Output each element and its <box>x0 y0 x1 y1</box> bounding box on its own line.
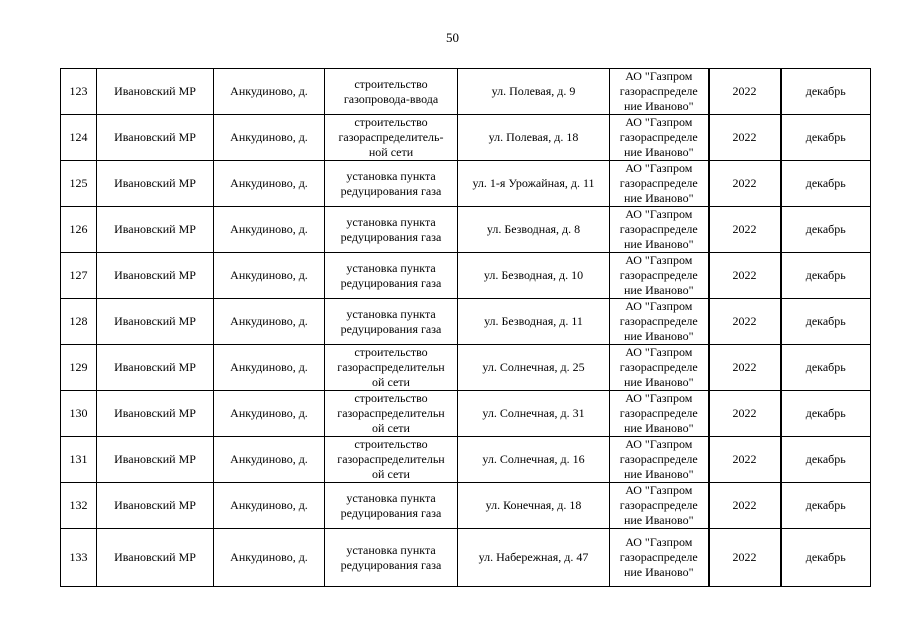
work-type-cell: установка пункта редуцирования газа <box>325 253 458 299</box>
district-cell: Ивановский МР <box>97 437 214 483</box>
year-cell: 2022 <box>709 345 781 391</box>
locality-cell: Анкудиново, д. <box>214 69 325 115</box>
district-cell: Ивановский МР <box>97 299 214 345</box>
table-row <box>61 437 871 483</box>
locality-cell: Анкудиново, д. <box>214 437 325 483</box>
month-cell: декабрь <box>781 391 871 437</box>
row-number-cell: 128 <box>61 299 97 345</box>
month-cell: декабрь <box>781 253 871 299</box>
table-row <box>61 299 871 345</box>
month-cell: декабрь <box>781 529 871 587</box>
organization-cell: АО "Газпром газораспределе ние Иваново" <box>610 299 709 345</box>
work-type-cell: строительство газораспределительн ой сети <box>325 391 458 437</box>
year-cell: 2022 <box>709 161 781 207</box>
year-cell: 2022 <box>709 69 781 115</box>
organization-cell: АО "Газпром газораспределе ние Иваново" <box>610 391 709 437</box>
locality-cell: Анкудиново, д. <box>214 391 325 437</box>
month-cell: декабрь <box>781 207 871 253</box>
organization-cell: АО "Газпром газораспределе ние Иваново" <box>610 207 709 253</box>
work-type-cell: установка пункта редуцирования газа <box>325 299 458 345</box>
row-number-cell: 124 <box>61 115 97 161</box>
district-cell: Ивановский МР <box>97 345 214 391</box>
row-number-cell: 130 <box>61 391 97 437</box>
work-type-cell: установка пункта редуцирования газа <box>325 207 458 253</box>
table-row <box>61 483 871 529</box>
table-body <box>61 69 871 587</box>
row-number-cell: 127 <box>61 253 97 299</box>
district-cell: Ивановский МР <box>97 207 214 253</box>
table-row <box>61 391 871 437</box>
organization-cell: АО "Газпром газораспределе ние Иваново" <box>610 253 709 299</box>
work-type-cell: установка пункта редуцирования газа <box>325 483 458 529</box>
table-row <box>61 345 871 391</box>
month-cell: декабрь <box>781 161 871 207</box>
address-cell: ул. Набережная, д. 47 <box>458 529 610 587</box>
year-cell: 2022 <box>709 207 781 253</box>
organization-cell: АО "Газпром газораспределе ние Иваново" <box>610 161 709 207</box>
table-row <box>61 253 871 299</box>
month-cell: декабрь <box>781 483 871 529</box>
organization-cell: АО "Газпром газораспределе ние Иваново" <box>610 529 709 587</box>
month-cell: декабрь <box>781 69 871 115</box>
table-row <box>61 69 871 115</box>
work-type-cell: установка пункта редуцирования газа <box>325 161 458 207</box>
year-cell: 2022 <box>709 529 781 587</box>
address-cell: ул. Безводная, д. 10 <box>458 253 610 299</box>
district-cell: Ивановский МР <box>97 69 214 115</box>
address-cell: ул. Полевая, д. 9 <box>458 69 610 115</box>
locality-cell: Анкудиново, д. <box>214 345 325 391</box>
address-cell: ул. Полевая, д. 18 <box>458 115 610 161</box>
work-type-cell: строительство газораспределительн ой сети <box>325 437 458 483</box>
organization-cell: АО "Газпром газораспределе ние Иваново" <box>610 483 709 529</box>
month-cell: декабрь <box>781 299 871 345</box>
row-number-cell: 125 <box>61 161 97 207</box>
district-cell: Ивановский МР <box>97 161 214 207</box>
district-cell: Ивановский МР <box>97 529 214 587</box>
row-number-cell: 133 <box>61 529 97 587</box>
locality-cell: Анкудиново, д. <box>214 161 325 207</box>
table-row <box>61 529 871 587</box>
district-cell: Ивановский МР <box>97 483 214 529</box>
work-type-cell: установка пункта редуцирования газа <box>325 529 458 587</box>
work-type-cell: строительство газораспределитель- ной сети <box>325 115 458 161</box>
row-number-cell: 131 <box>61 437 97 483</box>
organization-cell: АО "Газпром газораспределе ние Иваново" <box>610 115 709 161</box>
year-cell: 2022 <box>709 115 781 161</box>
month-cell: декабрь <box>781 345 871 391</box>
organization-cell: АО "Газпром газораспределе ние Иваново" <box>610 69 709 115</box>
address-cell: ул. Безводная, д. 8 <box>458 207 610 253</box>
year-cell: 2022 <box>709 483 781 529</box>
gasification-schedule-table <box>60 68 871 587</box>
organization-cell: АО "Газпром газораспределе ние Иваново" <box>610 345 709 391</box>
work-type-cell: строительство газораспределительн ой сети <box>325 345 458 391</box>
locality-cell: Анкудиново, д. <box>214 207 325 253</box>
page-number: 50 <box>446 30 459 45</box>
year-cell: 2022 <box>709 299 781 345</box>
month-cell: декабрь <box>781 437 871 483</box>
month-cell: декабрь <box>781 115 871 161</box>
row-number-cell: 123 <box>61 69 97 115</box>
row-number-cell: 132 <box>61 483 97 529</box>
table-row <box>61 115 871 161</box>
row-number-cell: 126 <box>61 207 97 253</box>
year-cell: 2022 <box>709 437 781 483</box>
table-row <box>61 161 871 207</box>
organization-cell: АО "Газпром газораспределе ние Иваново" <box>610 437 709 483</box>
work-type-cell: строительство газопровода-ввода <box>325 69 458 115</box>
year-cell: 2022 <box>709 391 781 437</box>
locality-cell: Анкудиново, д. <box>214 253 325 299</box>
district-cell: Ивановский МР <box>97 115 214 161</box>
address-cell: ул. 1-я Урожайная, д. 11 <box>458 161 610 207</box>
table-row <box>61 207 871 253</box>
locality-cell: Анкудиново, д. <box>214 483 325 529</box>
address-cell: ул. Солнечная, д. 16 <box>458 437 610 483</box>
district-cell: Ивановский МР <box>97 391 214 437</box>
locality-cell: Анкудиново, д. <box>214 529 325 587</box>
year-cell: 2022 <box>709 253 781 299</box>
address-cell: ул. Солнечная, д. 25 <box>458 345 610 391</box>
address-cell: ул. Конечная, д. 18 <box>458 483 610 529</box>
address-cell: ул. Безводная, д. 11 <box>458 299 610 345</box>
locality-cell: Анкудиново, д. <box>214 299 325 345</box>
address-cell: ул. Солнечная, д. 31 <box>458 391 610 437</box>
locality-cell: Анкудиново, д. <box>214 115 325 161</box>
district-cell: Ивановский МР <box>97 253 214 299</box>
row-number-cell: 129 <box>61 345 97 391</box>
